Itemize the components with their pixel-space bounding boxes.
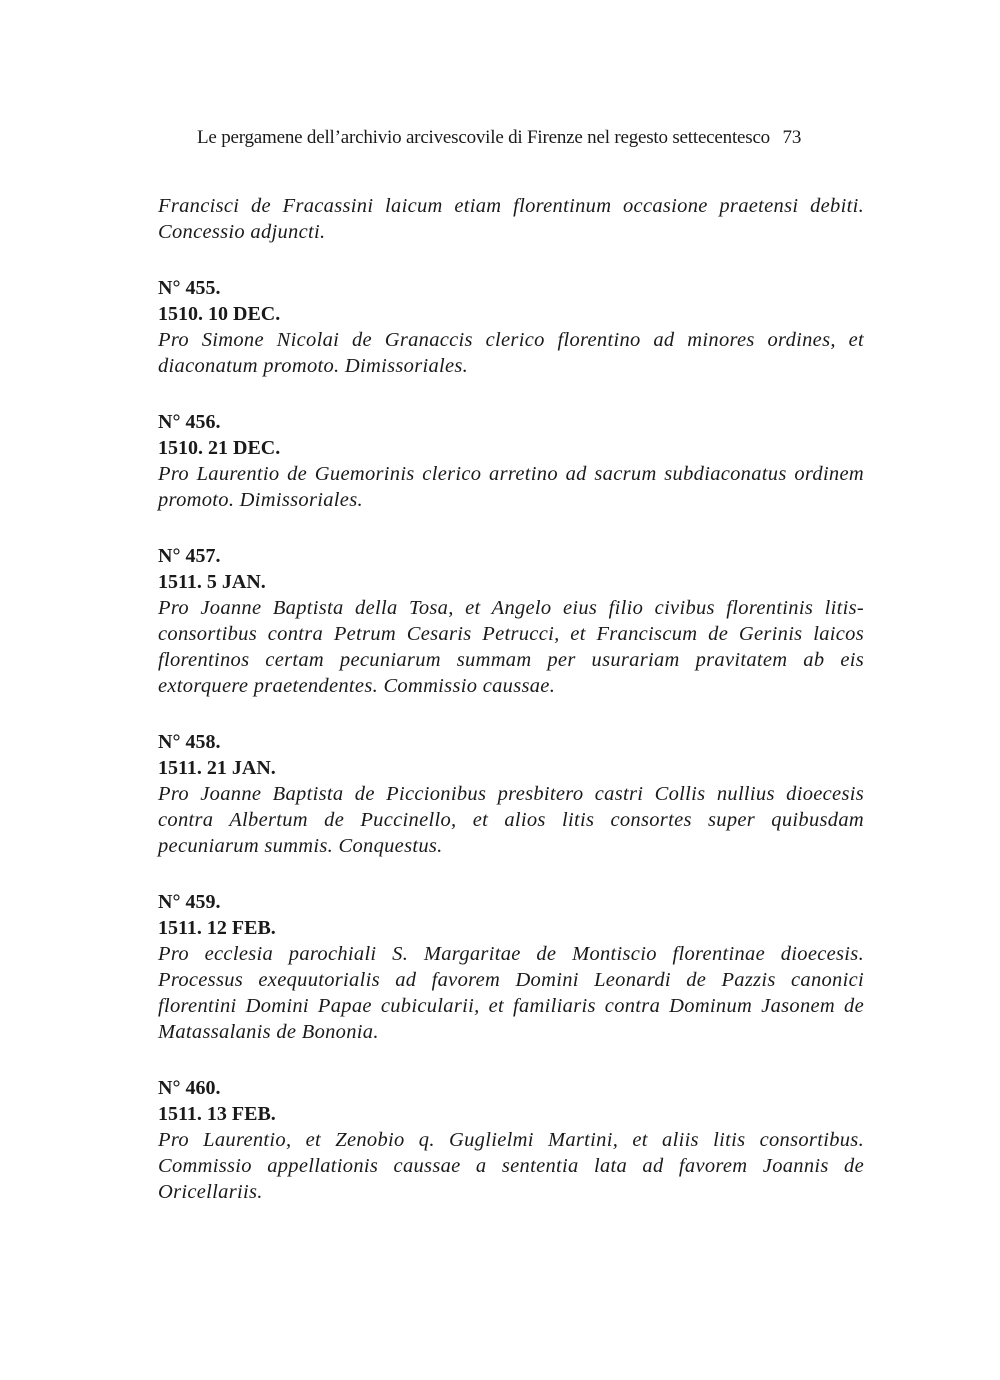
entry-number: N° 455.: [158, 277, 221, 299]
entry-number: N° 460.: [158, 1077, 221, 1099]
entry-number: N° 458.: [158, 731, 221, 753]
regesto-entry-458: [158, 729, 864, 859]
entry-summary: Pro Joanne Baptista della Tosa, et Angelo eius filio civibus florentinis litis-consortibus contra Petrum Cesaris Petrucci, et Franciscum de Gerinis laicos florentinos certam pecuniarum summam per usurariam pravitatem ab eis extorquere praetendentes. Commissio caussae.: [158, 597, 864, 697]
entry-summary: Pro Laurentio de Guemorinis clerico arretino ad sacrum subdiaconatus ordinem promoto. Dimissoriales.: [158, 463, 864, 511]
entry-date: 1511. 5 JAN.: [158, 571, 266, 593]
entry-summary: Pro Simone Nicolai de Granaccis clerico florentino ad minores ordines, et diaconatum promoto. Dimissoriales.: [158, 329, 864, 377]
running-head-title: Le pergamene dell’archivio arcivescovile di Firenze nel regesto settecentesco: [197, 127, 770, 148]
running-head: [197, 124, 867, 152]
regesto-entry-455: [158, 275, 864, 379]
entry-date: 1511. 12 FEB.: [158, 917, 276, 939]
entry-number: N° 457.: [158, 545, 221, 567]
regesto-entry-456: [158, 409, 864, 513]
page-body: [158, 193, 864, 1205]
regesto-entry-457: [158, 543, 864, 699]
page-number: 73: [782, 127, 802, 148]
entry-date: 1511. 21 JAN.: [158, 757, 276, 779]
entry-summary: Pro ecclesia parochiali S. Margaritae de Montiscio florentinae dioecesis. Processus exequutorialis ad favorem Domini Leonardi de Pazzis canonici florentini Domini Papae cubicularii, et familiaris contra Dominum Jasonem de Matassalanis de Bononia.: [158, 943, 864, 1043]
continuation-paragraph: Francisci de Fracassini laicum etiam florentinum occasione praetensi debiti. Concessio adjuncti.: [158, 195, 864, 243]
entry-date: 1510. 10 DEC.: [158, 303, 281, 325]
entry-date: 1511. 13 FEB.: [158, 1103, 276, 1125]
entry-number: N° 459.: [158, 891, 221, 913]
entry-number: N° 456.: [158, 411, 221, 433]
entry-summary: Pro Joanne Baptista de Piccionibus presbitero castri Collis nullius dioecesis contra Albertum de Puccinello, et alios litis consortes super quibusdam pecuniarum summis. Conquestus.: [158, 783, 864, 857]
regesto-entry-460: [158, 1075, 864, 1205]
entry-date: 1510. 21 DEC.: [158, 437, 281, 459]
regesto-entry-459: [158, 889, 864, 1045]
entry-summary: Pro Laurentio, et Zenobio q. Guglielmi Martini, et aliis litis consortibus. Commissio appellationis caussae a sententia lata ad favorem Joannis de Oricellariis.: [158, 1129, 864, 1203]
